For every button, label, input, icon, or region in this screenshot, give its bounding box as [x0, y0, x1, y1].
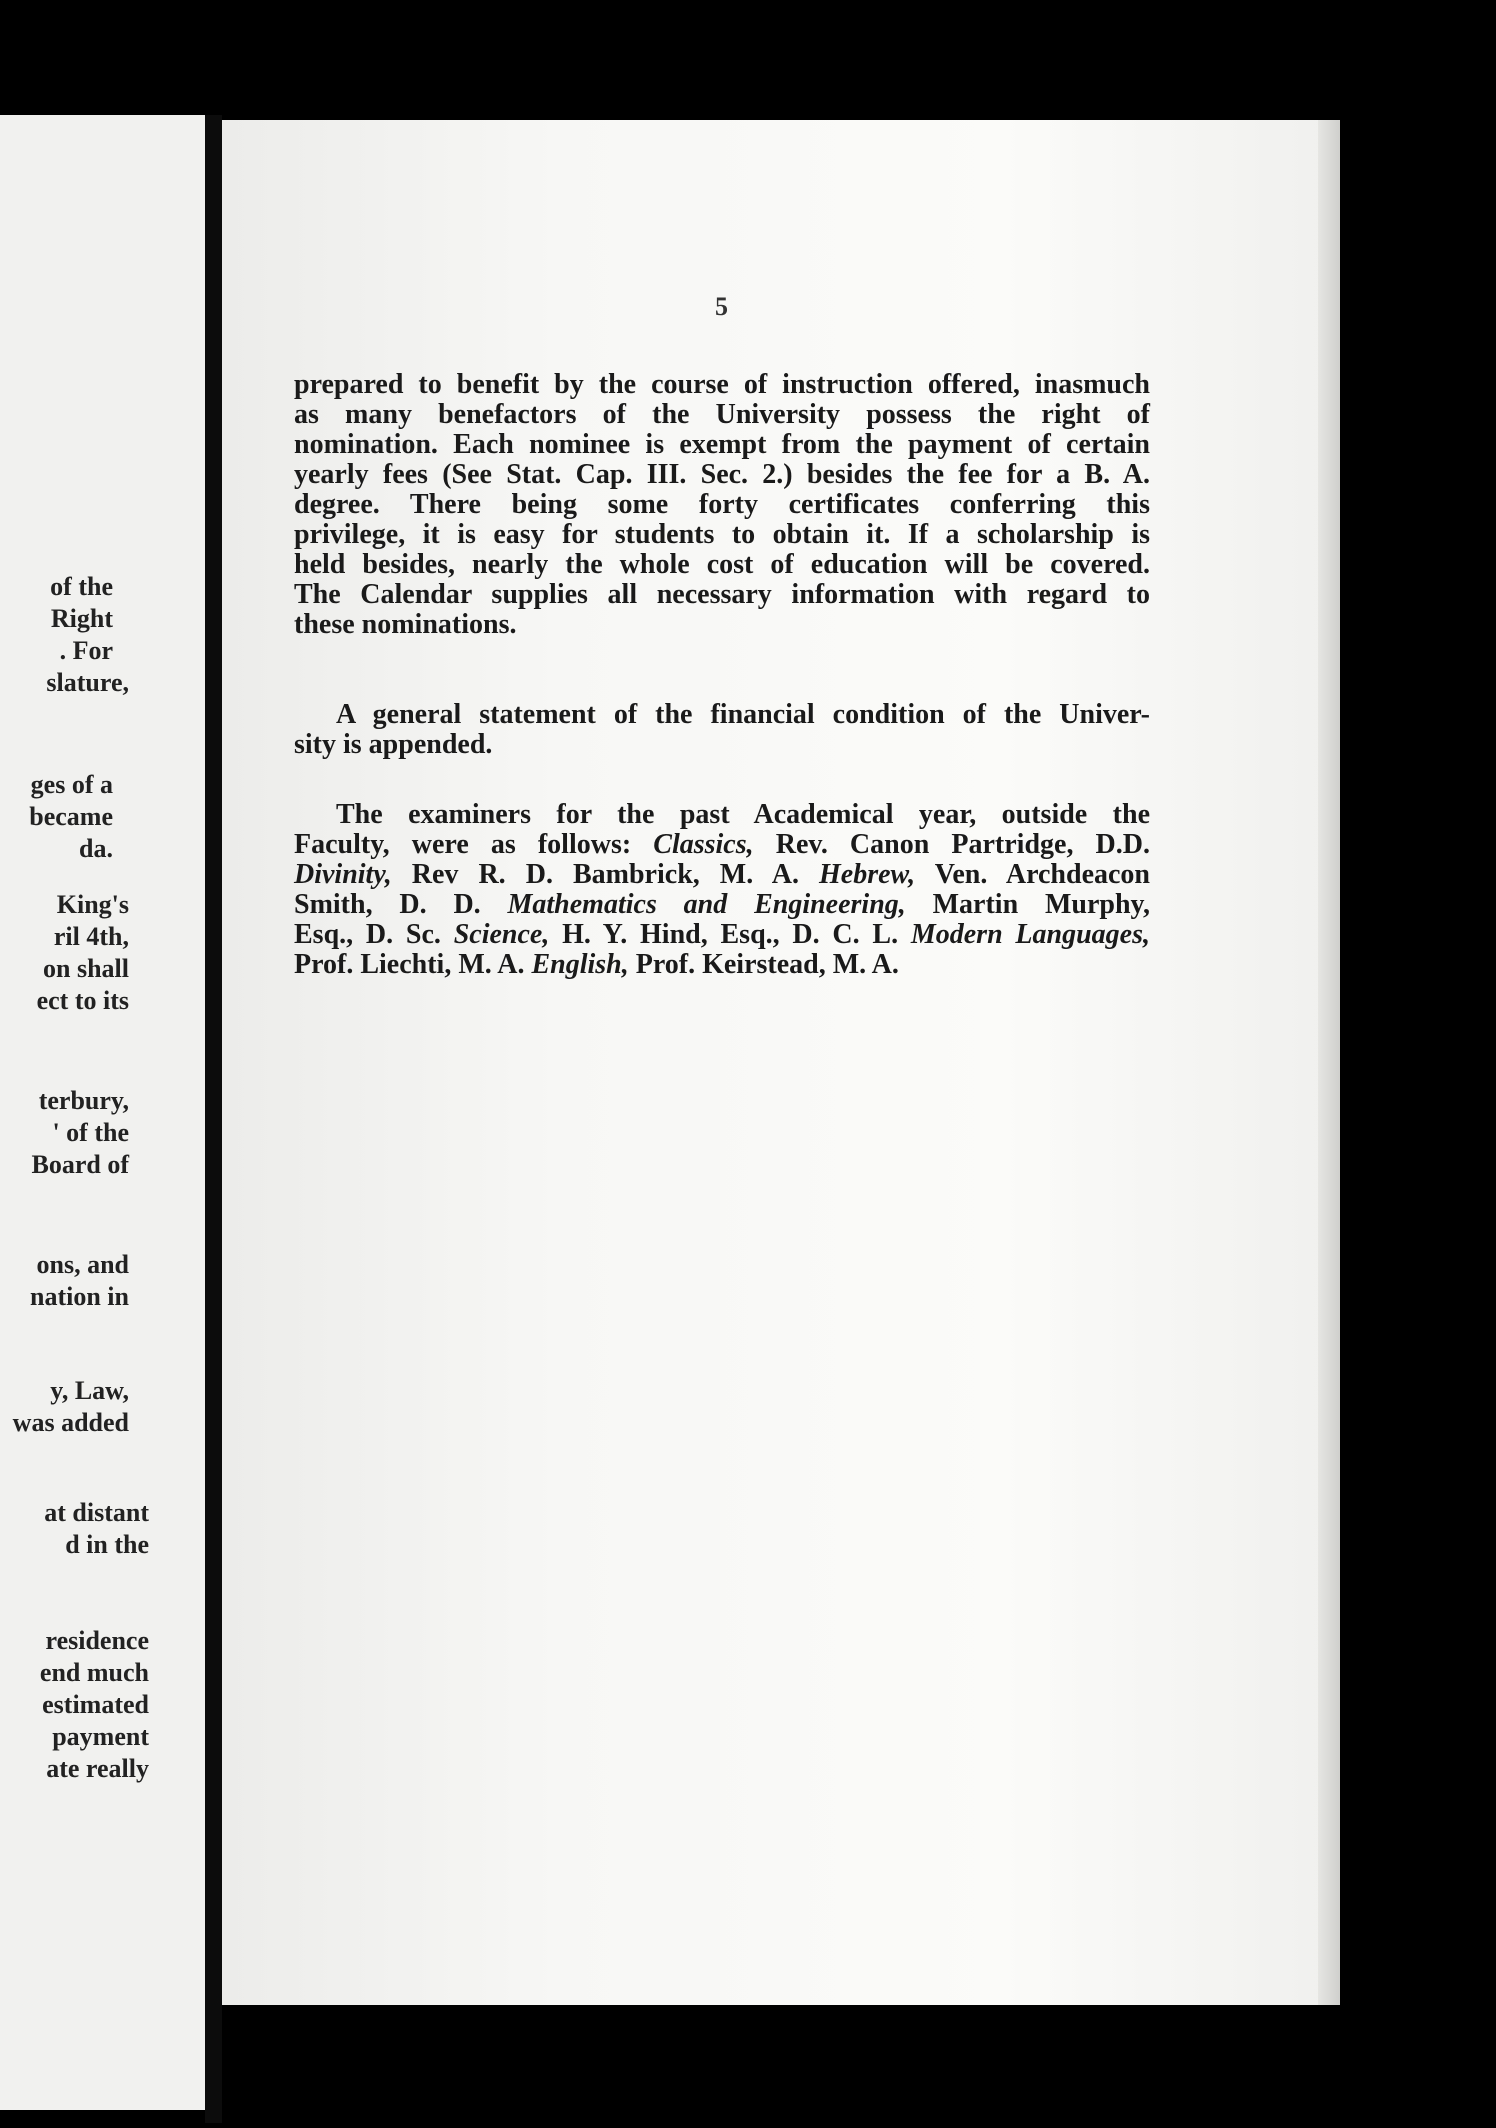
left-page-fragment: at distant — [44, 1498, 149, 1527]
text-line: as many benefactors of the University possess the right of — [294, 399, 1150, 430]
left-page-fragment: became — [29, 802, 113, 831]
text-line: held besides, nearly the whole cost of education will be covered. — [294, 549, 1150, 580]
text-line: these nominations. — [294, 609, 517, 640]
text-line: degree. There being some forty certificates conferring this — [294, 489, 1150, 520]
left-page-fragment: terbury, — [38, 1086, 129, 1115]
left-page-fragment: ate really — [46, 1754, 149, 1783]
left-page-fragment: was added — [12, 1408, 129, 1437]
paragraph-examiners — [294, 800, 1150, 980]
text-line: A general statement of the financial condition of the Univer- — [336, 699, 1150, 730]
text-line: nomination. Each nominee is exempt from the payment of certain — [294, 429, 1150, 460]
left-page-fragment: . For — [59, 636, 113, 665]
left-page-fragment: ril 4th, — [53, 922, 129, 951]
left-page-fragment: y, Law, — [50, 1376, 129, 1405]
book-spine — [205, 115, 222, 2123]
left-page-fragment: of the — [50, 572, 113, 601]
left-page-fragment: King's — [56, 890, 129, 919]
text-line: sity is appended. — [294, 729, 493, 760]
left-page-fragment: da. — [79, 834, 113, 863]
left-page-fragment: nation in — [30, 1282, 129, 1311]
left-page-fragment: estimated — [42, 1690, 149, 1719]
left-page-fragment: ect to its — [36, 986, 129, 1015]
text-line: Esq., D. Sc. Science, H. Y. Hind, Esq., D. C. L. Modern Languages, — [294, 919, 1150, 950]
left-page-fragment: payment — [52, 1722, 149, 1751]
left-page-fragment: residence — [45, 1626, 149, 1655]
left-page-fragment: end much — [39, 1658, 149, 1687]
left-page-fragment: on shall — [43, 954, 129, 983]
left-page — [0, 115, 205, 2110]
text-line: Smith, D. D. Mathematics and Engineering, Martin Murphy, — [294, 889, 1150, 920]
text-line: privilege, it is easy for students to obtain it. If a scholarship is — [294, 519, 1150, 550]
left-page-fragment: Right — [50, 604, 113, 633]
text-line: The examiners for the past Academical year, outside the — [336, 799, 1150, 830]
left-page-fragment: ' of the — [52, 1118, 129, 1147]
left-page-fragment: Board of — [31, 1150, 129, 1179]
left-page-fragment: ons, and — [36, 1250, 129, 1279]
page-number: 5 — [715, 292, 728, 321]
text-line: Prof. Liechti, M. A. English, Prof. Keirstead, M. A. — [294, 949, 899, 980]
text-line: Faculty, were as follows: Classics, Rev. Canon Partridge, D.D. — [294, 829, 1150, 860]
paragraph-nominations — [294, 370, 1150, 640]
left-page-fragment: ges of a — [30, 770, 113, 799]
text-line: Divinity, Rev R. D. Bambrick, M. A. Hebrew, Ven. Archdeacon — [294, 859, 1150, 890]
left-page-fragment: slature, — [46, 668, 129, 697]
text-line: The Calendar supplies all necessary information with regard to — [294, 579, 1150, 610]
text-line: prepared to benefit by the course of instruction offered, inasmuch — [294, 369, 1150, 400]
page-edge — [1318, 120, 1340, 2005]
paragraph-financial-statement — [294, 700, 1150, 760]
text-line: yearly fees (See Stat. Cap. III. Sec. 2.) besides the fee for a B. A. — [294, 459, 1150, 490]
left-page-fragment: d in the — [65, 1530, 149, 1559]
